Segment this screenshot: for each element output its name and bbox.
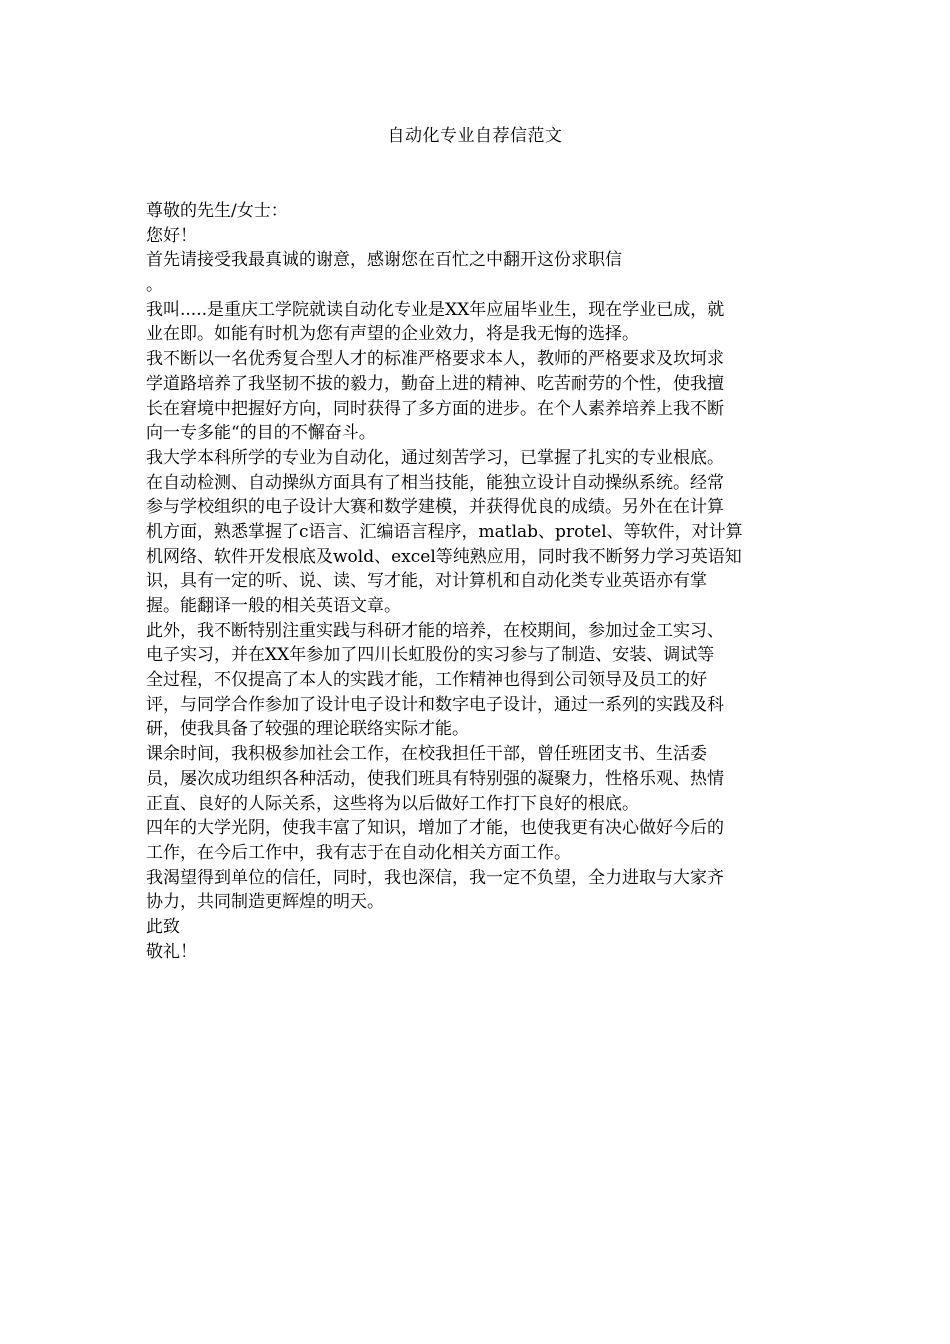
letter-line: 。: [146, 275, 163, 296]
document-title: 自动化专业自荐信范文: [387, 126, 563, 146]
letter-line: 长在窘境中把握好方向，同时获得了多方面的进步。在个人素养培养上我不断: [146, 398, 724, 419]
letter-line: 业在即。如能有时机为您有声望的企业效力，将是我无悔的选择。: [146, 324, 639, 345]
letter-line-greeting: 您好！: [146, 225, 197, 246]
letter-line: 全过程，不仅提高了本人的实践才能，工作精神也得到公司领导及员工的好: [146, 670, 707, 691]
letter-line: 我大学本科所学的专业为自动化，通过刻苦学习，已掌握了扎实的专业根底。: [146, 447, 724, 468]
letter-line: 我不断以一名优秀复合型人才的标准严格要求本人，教师的严格要求及坎坷求: [146, 349, 724, 370]
letter-line: 我渴望得到单位的信任，同时，我也深信，我一定不负望，全力进取与大家齐: [146, 867, 724, 888]
letter-line: 参与学校组织的电子设计大赛和数学建模，并获得优良的成绩。另外在在计算: [146, 497, 724, 518]
letter-line-salutation: 尊敬的先生/女士：: [146, 201, 288, 221]
letter-line: 握。能翻译一般的相关英语文章。: [146, 596, 401, 616]
letter-line: 首先请接受我最真诚的谢意，感谢您在百忙之中翻开这份求职信: [146, 250, 622, 271]
letter-line: 我叫.....是重庆工学院就读自动化专业是XX年应届毕业生，现在学业已成，就: [146, 299, 725, 320]
letter-line: 协力，共同制造更辉煌的明天。: [146, 892, 384, 913]
letter-line: 课余时间，我积极参加社会工作，在校我担任干部，曾任班团支书、生活委: [146, 744, 707, 765]
letter-line: 向一专多能“的目的不懈奋斗。: [146, 423, 376, 444]
letter-line: 员，屡次成功组织各种活动，使我们班具有特别强的凝聚力，性格乐观、热情: [146, 768, 724, 789]
letter-line: 识，具有一定的听、说、读、写才能，对计算机和自动化类专业英语亦有掌: [146, 571, 707, 592]
letter-line-closing: 此致: [146, 916, 180, 937]
letter-line: 评，与同学合作参加了设计电子设计和数字电子设计，通过一系列的实践及科: [146, 694, 724, 715]
letter-line: 此外，我不断特别注重实践与科研才能的培养，在校期间，参加过金工实习、: [146, 620, 724, 641]
letter-line: 正直、良好的人际关系，这些将为以后做好工作打下良好的根底。: [146, 793, 639, 814]
letter-line: 机方面，熟悉掌握了c语言、汇编语言程序，matlab、protel、等软件，对计算: [146, 521, 743, 542]
letter-line: 四年的大学光阴，使我丰富了知识，增加了才能，也使我更有决心做好今后的: [146, 818, 724, 839]
letter-line: 电子实习，并在XX年参加了四川长虹股份的实习参与了制造、安装、调试等: [146, 645, 715, 666]
letter-line: 学道路培养了我坚韧不拔的毅力，勤奋上进的精神、吃苦耐劳的个性，使我擅: [146, 373, 724, 394]
letter-line: 机网络、软件开发根底及wold、excel等纯熟应用，同时我不断努力学习英语知: [146, 546, 742, 567]
letter-line-regards: 敬礼！: [146, 941, 197, 962]
letter-line: 工作，在今后工作中，我有志于在自动化相关方面工作。: [146, 842, 571, 863]
letter-line: 在自动检测、自动操纵方面具有了相当技能，能独立设计自动操纵系统。经常: [146, 472, 724, 493]
letter-body: [146, 199, 810, 964]
letter-line: 研，使我具备了较强的理论联络实际才能。: [146, 719, 469, 740]
